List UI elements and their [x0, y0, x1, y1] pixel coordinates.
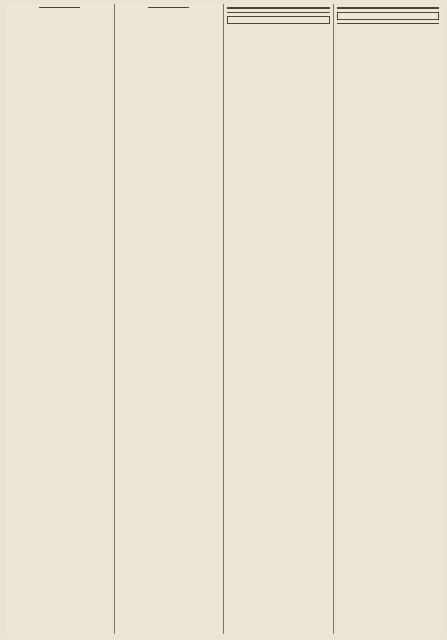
advertisement-box [337, 12, 440, 20]
divider [148, 7, 189, 8]
column-4 [333, 4, 443, 634]
divider [337, 23, 440, 24]
divider [227, 12, 330, 13]
divider [39, 7, 80, 8]
column-1 [5, 4, 114, 634]
divider [227, 7, 330, 9]
column-3 [223, 4, 333, 634]
divider [337, 7, 440, 9]
newspaper-page [5, 4, 442, 634]
advertisement-box [227, 16, 330, 24]
column-2 [114, 4, 224, 634]
